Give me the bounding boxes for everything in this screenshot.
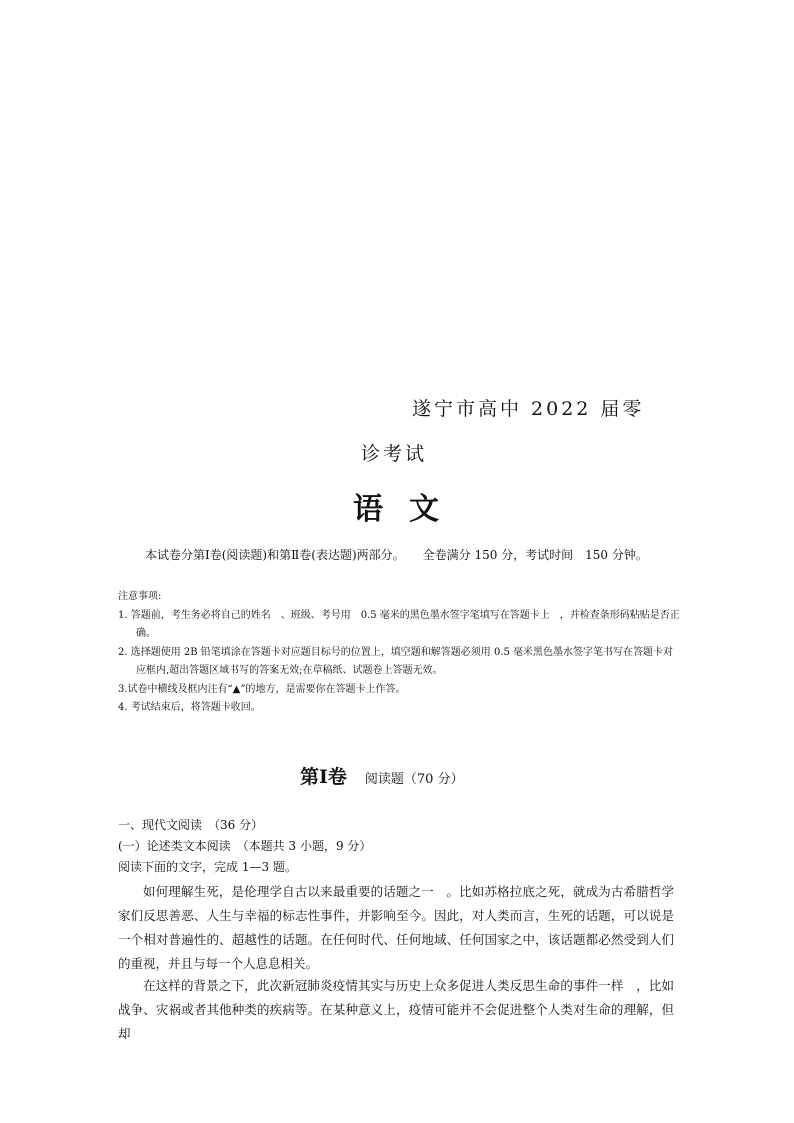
passage-paragraph-1: 如何理解生死，是伦理学自古以来最重要的话题之一 。比如苏格拉底之死，就成为古希腊哲学家们反思善恶、人生与幸福的标志性事件，并影响至今。因此，对人类而言，生死的话题，可以说是一个相对普遍性的、超越性的话题。在任何时代、任何地域、任何国家之中，该话题都必然受到人们的重视，并且与每一个人息息相关。	[118, 884, 674, 971]
part-headings	[118, 815, 371, 878]
notice-heading: 注意事项:	[118, 591, 162, 602]
passage-paragraph-2: 在这样的背景之下，此次新冠肺炎疫情其实与历史上众多促进人类反思生命的事件一样 ，比如战争、灾祸或者其他种类的疾病等。在某种意义上，疫情可能并不会促进整个人类对生命的理解，但却	[118, 978, 674, 1041]
exam-intro: 本试卷分第Ⅰ卷(阅读题)和第Ⅱ卷(表达题)两部分。 全卷满分 150 分，考试时间 150 分钟。	[145, 548, 648, 562]
section-title: 第Ⅰ卷	[300, 766, 347, 788]
section-subtitle: 阅读题（70 分）	[364, 772, 464, 787]
notice-block	[118, 588, 683, 718]
section-heading	[300, 762, 464, 789]
part-heading: 一、现代文阅读 （36 分）	[118, 818, 264, 832]
exam-title-line2: 诊考试	[361, 443, 428, 465]
notice-item: 4. 考试结束后，将答题卡收回。	[118, 702, 261, 713]
notice-item: 2. 选择题使用 2B 铅笔填涂在答题卡对应题目标号的位置上，填空题和解答题必须用 0.5 毫米黑色墨水签字笔书写在答题卡对应框内,超出答题区域书写的答案无效;在草稿纸、试题卷上答题无效。	[118, 646, 674, 676]
notice-item: 1. 答题前，考生务必将自己的姓名 、班级、考号用 0.5 毫米的黑色墨水签字笔填写在答题卡上 ，并检查条形码粘贴是否正确。	[118, 609, 680, 639]
exam-title-line1: 遂宁市高中 2022 届零	[412, 398, 645, 420]
subject-title: 语文	[353, 492, 465, 527]
part-sub-heading: (一）论述类文本阅读 （本题共 3 小题，9 分）	[118, 839, 372, 853]
part-instruction: 阅读下面的文字，完成 1—3 题。	[118, 860, 297, 874]
notice-item: 3.试卷中横线及框内注有“▲”的地方，是需要你在答题卡上作答。	[118, 683, 406, 695]
